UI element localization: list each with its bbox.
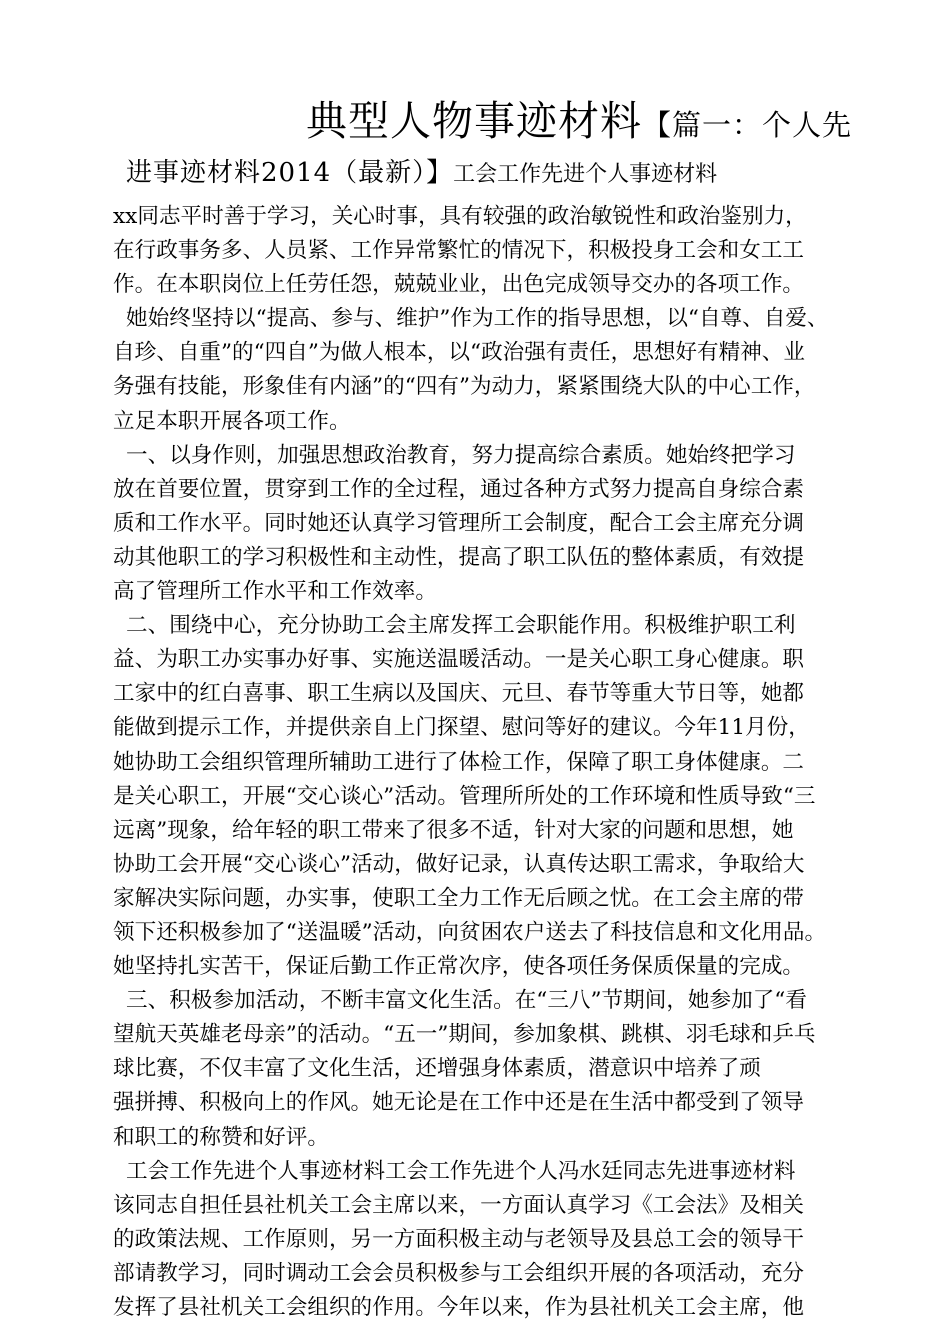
title-sub-part1: 【篇一：个人先 bbox=[642, 108, 853, 142]
text-line: 是关心职工，开展“交心谈心”活动。管理所所处的工作环境和性质导致“三 bbox=[113, 783, 816, 809]
text-line: 动其他职工的学习积极性和主动性，提高了职工队伍的整体素质，有效提 bbox=[113, 544, 805, 570]
text-line: 作。在本职岗位上任劳任怨，兢兢业业，出色完成领导交办的各项工作。 bbox=[113, 272, 805, 298]
text-line: 球比赛，不仅丰富了文化生活，还增强身体素质，潜意识中培养了顽 bbox=[113, 1056, 761, 1082]
text-line: 在行政事务多、人员紧、工作异常繁忙的情况下，积极投身工会和女工工 bbox=[113, 238, 805, 264]
text-line: 益、为职工办实事办好事、实施送温暖活动。一是关心职工身心健康。职 bbox=[113, 647, 805, 673]
text-line: 该同志自担任县社机关工会主席以来，一方面认真学习《工会法》及相关 bbox=[113, 1192, 805, 1218]
text-line: 她协助工会组织管理所辅助工进行了体检工作，保障了职工身体健康。二 bbox=[113, 749, 805, 775]
text-line: 立足本职开展各项工作。 bbox=[113, 408, 351, 434]
text-line: 部请教学习，同时调动工会会员积极参与工会组织开展的各项活动，充分 bbox=[113, 1260, 805, 1286]
paragraph-start-line: 三、积极参加活动，不断丰富文化生活。在“三八”节期间，她参加了“看 bbox=[126, 988, 807, 1014]
text-line: 自珍、自重”的“四自”为做人根本，以“政治强有责任，思想好有精神、业 bbox=[113, 340, 805, 366]
title-sub-part2: 进事迹材料2014（最新）】 bbox=[126, 158, 454, 188]
text-line: 高了管理所工作水平和工作效率。 bbox=[113, 579, 437, 605]
body-text bbox=[113, 200, 883, 1325]
text-line: xx同志平时善于学习，关心时事，具有较强的政治敏锐性和政治鉴别力， bbox=[113, 204, 807, 229]
text-line: 远离”现象，给年轻的职工带来了很多不适，针对大家的问题和思想，她 bbox=[113, 817, 794, 843]
text-line: 协助工会开展“交心谈心”活动，做好记录，认真传达职工需求，争取给大 bbox=[113, 851, 805, 877]
text-line: 家解决实际问题，办实事，使职工全力工作无后顾之忧。在工会主席的带 bbox=[113, 885, 805, 911]
paragraph-start-line: 工会工作先进个人事迹材料工会工作先进个人冯水廷同志先进事迹材料 bbox=[126, 1158, 796, 1184]
document-title bbox=[306, 88, 852, 147]
paragraph-start-line: 一、以身作则，加强思想政治教育，努力提高综合素质。她始终把学习 bbox=[126, 442, 796, 468]
text-line: 和职工的称赞和好评。 bbox=[113, 1124, 329, 1150]
text-line: 发挥了县社机关工会组织的作用。今年以来，作为县社机关工会主席，他 bbox=[113, 1295, 805, 1320]
text-line: 强拼搏、积极向上的作风。她无论是在工作中还是在生活中都受到了领导 bbox=[113, 1090, 805, 1116]
text-line: 领下还积极参加了“送温暖”活动，向贫困农户送去了科技信息和文化用品。 bbox=[113, 919, 827, 945]
text-line: 她坚持扎实苦干，保证后勤工作正常次序，使各项任务保质保量的完成。 bbox=[113, 954, 805, 980]
title-sub-tail: 工会工作先进个人事迹材料 bbox=[453, 162, 718, 187]
text-line: 望航天英雄老母亲”的活动。“五一”期间，参加象棋、跳棋、羽毛球和乒乓 bbox=[113, 1022, 816, 1048]
text-line: 务强有技能，形象佳有内涵”的“四有”为动力，紧紧围绕大队的中心工作， bbox=[113, 374, 816, 400]
text-line: 放在首要位置，贯穿到工作的全过程，通过各种方式努力提高自身综合素 bbox=[113, 476, 805, 502]
paragraph-start-line: 她始终坚持以“提高、参与、维护”作为工作的指导思想，以“自尊、自爱、 bbox=[126, 306, 829, 332]
paragraph-start-line: 二、围绕中心，充分协助工会主席发挥工会职能作用。积极维护职工利 bbox=[126, 613, 796, 639]
title-main: 典型人物事迹材料 bbox=[306, 97, 642, 145]
text-line: 的政策法规、工作原则，另一方面积极主动与老领导及县总工会的领导干 bbox=[113, 1226, 805, 1252]
document-subtitle bbox=[126, 152, 717, 189]
text-line: 质和工作水平。同时她还认真学习管理所工会制度，配合工会主席充分调 bbox=[113, 510, 805, 536]
text-line: 能做到提示工作，并提供亲自上门探望、慰问等好的建议。今年11月份， bbox=[113, 715, 810, 741]
text-line: 工家中的红白喜事、职工生病以及国庆、元旦、春节等重大节日等，她都 bbox=[113, 681, 805, 707]
